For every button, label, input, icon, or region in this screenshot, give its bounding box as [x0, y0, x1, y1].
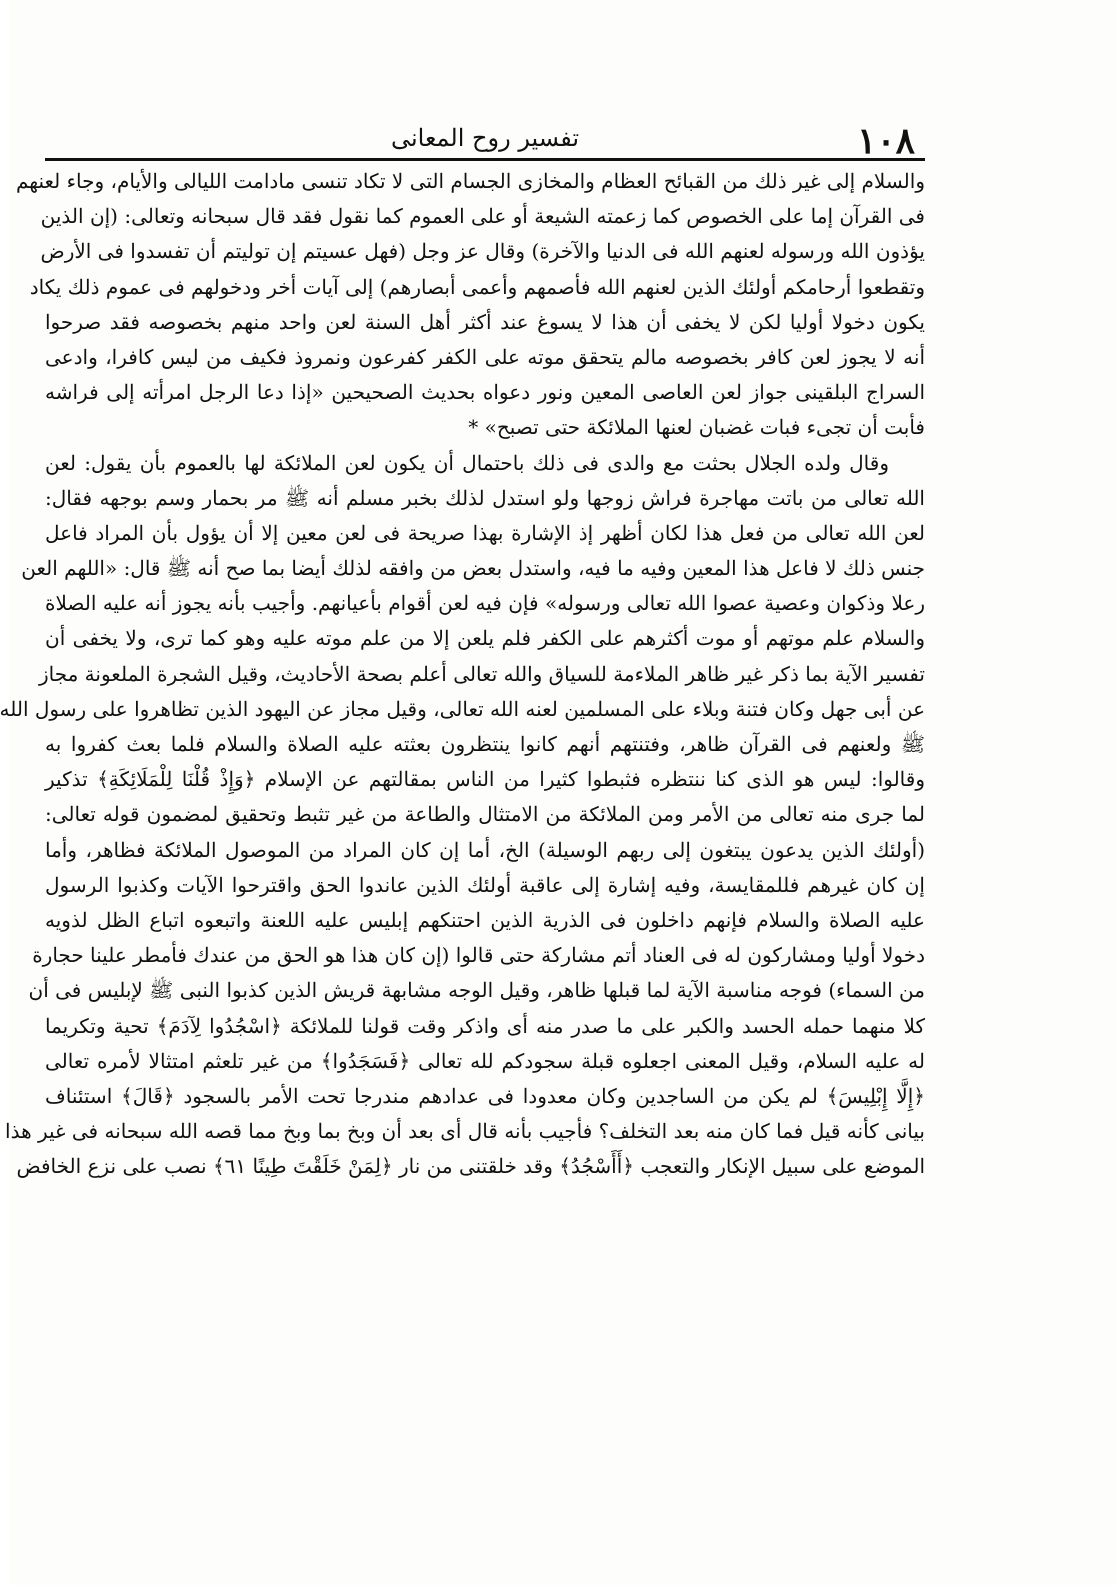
- text-line: فأبت أن تجىء فبات غضبان لعنها الملائكة حتى تصبح» *: [468, 415, 925, 440]
- text-line: والسلام علم موتهم أو موت أكثرهم على الكفر فلم يلعن إلا من علم موته عليه وهو كما ترى، ولا يخفى أن: [45, 626, 925, 651]
- text-line: ﴿إِلَّا إِبْلِيسَ﴾ لم يكن من الساجدين وكان معدودا فى عدادهم مندرجا تحت الأمر بالسجود ﴿قَالَ﴾ استئناف: [45, 1083, 925, 1108]
- text-line: يكون دخولا أوليا لكن لا يخفى أن هذا لا يسوغ عند أكثر أهل السنة لعن واحد منهم بخصوصه فقد صرحوا: [45, 309, 925, 334]
- paragraph-1: [15, 164, 926, 446]
- text-line: الله تعالى من باتت مهاجرة فراش زوجها ولو استدل لذلك بخبر مسلم أنه ﷺ مر بحمار وسم بوجهه فقال:: [45, 485, 925, 510]
- text-line: وتقطعوا أرحامكم أولئك الذين لعنهم الله فأصمهم وأعمى أبصارهم) إلى آيات أخر ودخولهم فى عموم ذلك يكاد: [29, 274, 925, 299]
- text-line: يؤذون الله ورسوله لعنهم الله فى الدنيا والآخرة) وقال عز وجل (فهل عسيتم إن توليتم أن تفسدوا فى الأرض: [40, 239, 925, 264]
- text-line: تفسير الآية بما ذكر غير ظاهر الملاءمة للسياق والله تعالى أعلم بصحة الأحاديث، وقيل الشجرة الملعونة مجاز: [38, 661, 925, 686]
- text-line: (أولئك الذين يدعون يبتغون إلى ربهم الوسيلة) الخ، أما إن كان المراد من الموصول الملائكة فظاهر، وأما: [45, 837, 925, 862]
- paragraph-2: [0, 446, 925, 1185]
- text-line: إن كان غيرهم فللمقايسة، وفيه إشارة إلى عاقبة أولئك الذين عاندوا الحق واقترحوا الآيات وكذبوا الرسول: [45, 872, 925, 897]
- text-line: وقالوا: ليس هو الذى كنا ننتظره فثبطوا كثيرا من الناس بمقالتهم عن الإسلام ﴿وَإِذْ قُلْنَا لِلْمَلَائِكَةِ﴾ تذكير: [45, 767, 925, 792]
- text-line: أنه لا يجوز لعن كافر بخصوصه مالم يتحقق موته على الكفر كفرعون ونمروذ فكيف من ليس كافرا، وادعى: [45, 344, 926, 369]
- text-line: لعن الله تعالى من فعل هذا لكان أظهر إذ الإشارة بهذا صريحة فى لعن معين إلا أن يؤول بأن المراد فاعل: [45, 520, 925, 545]
- header-rule: [45, 158, 925, 161]
- text-line: رعلا وذكوان وعصية عصوا الله تعالى ورسوله» فإن فيه لعن أقوام بأعيانهم. وأجيب بأنه يجوز أنه عليه الصلاة: [45, 591, 925, 616]
- page-number: ١٠٨: [856, 120, 915, 162]
- text-line: الموضع على سبيل الإنكار والتعجب ﴿أَأَسْجُدُ﴾ وقد خلقتنى من نار ﴿لِمَنْ خَلَقْتَ طِينًا ٦١﴾ نصب على نزع الخافض: [16, 1154, 925, 1179]
- text-line: فى القرآن إما على الخصوص كما زعمته الشيعة أو على العموم كما نقول فقد قال سبحانه وتعالى: (إن الذين: [40, 204, 925, 229]
- text-line: كلا منهما حمله الحسد والكبر على ما صدر منه أى واذكر وقت قولنا للملائكة ﴿اسْجُدُوا لِآدَمَ﴾ تحية وتكريما: [45, 1013, 925, 1038]
- page-header: [45, 112, 925, 162]
- text-line: ﷺ ولعنهم فى القرآن ظاهر، وفتنتهم أنهم كانوا ينتظرون بعثته عليه الصلاة والسلام فلما بعث كفروا به: [45, 732, 925, 756]
- running-title: تفسير روح المعانى: [390, 124, 580, 152]
- text-line: عن أبى جهل وكان فتنة وبلاء على المسلمين لعنه الله تعالى، وقيل مجاز عن اليهود الذين تظاهروا على رسول الله: [0, 696, 925, 721]
- text-line: لما جرى منه تعالى من الأمر ومن الملائكة من الامتثال والطاعة من غير تثبط وتحقيق لمضمون قوله تعالى:: [45, 802, 925, 827]
- text-line: وقال ولده الجلال بحثت مع والدى فى ذلك باحتمال أن يكون لعن الملائكة لها بالعموم بأن يقول: لعن: [45, 450, 889, 475]
- text-line: السراج البلقينى جواز لعن العاصى المعين ونور دعواه بحديث الصحيحين «إذا دعا الرجل امرأته إلى فراشه: [45, 380, 925, 405]
- text-line: بيانى كأنه قيل فما كان منه بعد التخلف؟ فأجيب بأنه قال أى بعد أن وبخ بما وبخ مما قصه الله سبحانه فى غير هذا: [5, 1119, 925, 1144]
- text-line: من السماء) فوجه مناسبة الآية لما قبلها ظاهر، وقيل الوجه مشابهة قريش الذين كذبوا النبى ﷺ لإبليس فى أن: [28, 978, 925, 1003]
- text-line: دخولا أوليا ومشاركون له فى العناد أتم مشاركة حتى قالوا (إن كان هذا هو الحق من عندك فأمطر علينا حجارة: [32, 943, 925, 968]
- body-text: [0, 164, 926, 1474]
- text-line: والسلام إلى غير ذلك من القبائح العظام والمخازى الجسام التى لا تكاد تنسى مادامت الليالى والأيام، وجاء لعنهم: [15, 169, 925, 193]
- text-line: جنس ذلك لا فاعل هذا المعين وفيه ما فيه، واستدل بعض من وافقه لذلك أيضا بما صح أنه ﷺ قال: «اللهم العن: [21, 556, 925, 581]
- text-line: عليه الصلاة والسلام فإنهم داخلون فى الذرية الذين احتنكهم إبليس عليه اللعنة واتبعوه اتباع الظل لذويه: [45, 907, 925, 932]
- text-line: له عليه السلام، وقيل المعنى اجعلوه قبلة سجودكم لله تعالى ﴿فَسَجَدُوا﴾ من غير تلعثم امتثالا لأمره تعالى: [45, 1048, 925, 1073]
